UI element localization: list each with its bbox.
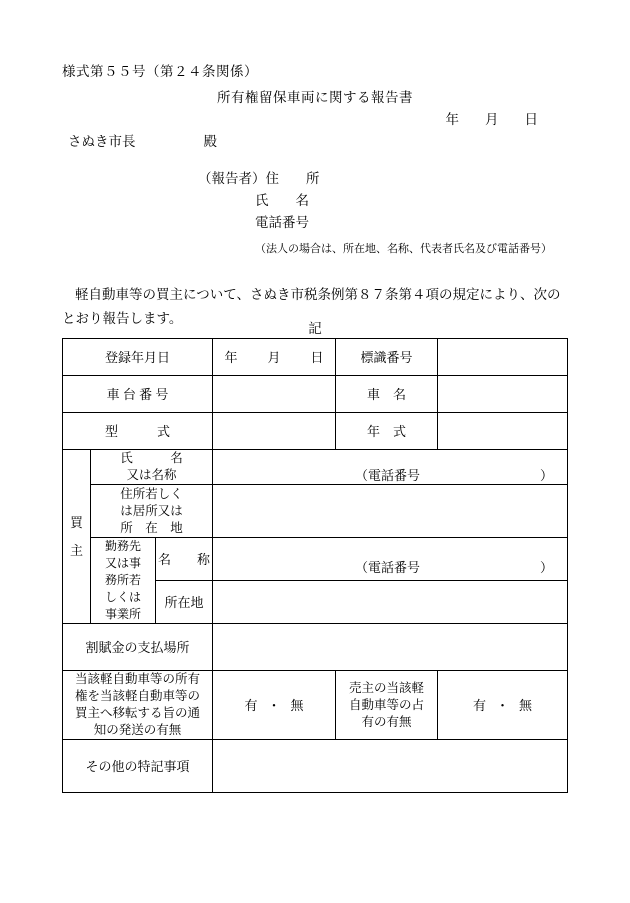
buyer-name-phone-label: （電話番号: [355, 468, 421, 483]
buyer-name-label: [91, 450, 213, 485]
model-year-label: 年 式: [336, 413, 438, 450]
other-notes-value[interactable]: [213, 740, 568, 793]
buyer-workplace-phone-close: ）: [540, 560, 554, 575]
date-year-label: 年: [445, 112, 459, 127]
buyer-workplace-phone-label: （電話番号: [355, 560, 421, 575]
transfer-notice-choice[interactable]: [213, 671, 336, 740]
installment-label: 割賦金の支払場所: [63, 624, 213, 671]
date-day-label: 日: [524, 112, 538, 127]
buyer-side-label-char2: 主: [69, 542, 83, 558]
buyer-name-value[interactable]: [213, 450, 568, 485]
table-row: [63, 671, 568, 740]
buyer-workplace-label-line4: しくは: [104, 590, 141, 604]
reporter-phone-row: [198, 212, 320, 234]
transfer-notice-label-line4: 知の発送の有無: [93, 723, 182, 737]
car-name-value[interactable]: [438, 376, 568, 413]
report-table: [62, 338, 568, 793]
reporter-phone-label: 電話番号: [255, 215, 309, 230]
document-title: 所有権留保車両に関する報告書: [217, 90, 413, 105]
buyer-workplace-name-label: 名 称: [156, 538, 213, 581]
buyer-workplace-label-line5: 事業所: [104, 607, 141, 621]
table-row: [63, 339, 568, 376]
reporter-address-row: [198, 168, 320, 190]
other-notes-label: その他の特記事項: [63, 740, 213, 793]
table-row: [63, 450, 568, 485]
transfer-notice-label: [63, 671, 213, 740]
buyer-name-phone-close: ）: [540, 468, 554, 483]
reporter-name-row: [198, 190, 320, 212]
body-paragraph: 軽自動車等の買主について、さぬき市税条例第８７条第４項の規定により、次のとおり報告します。: [62, 287, 561, 326]
model-value[interactable]: [213, 413, 336, 450]
addressee-line: [68, 130, 217, 150]
seller-possession-label-line1: 売主の当該軽: [349, 680, 425, 695]
seller-possession-label-line2: 自動車等の占: [349, 697, 425, 712]
date-month-label: 月: [485, 112, 499, 127]
buyer-workplace-label-line1: 勤務先: [104, 539, 141, 553]
buyer-name-label-line2: 又は名称: [126, 468, 177, 482]
seller-possession-label-line3: 有の有無: [361, 714, 412, 729]
registration-date-label: 登録年月日: [63, 339, 213, 376]
reg-month-label: 月: [267, 349, 281, 365]
possession-choice-yes[interactable]: 有: [473, 697, 487, 713]
date-line: [446, 108, 539, 128]
model-year-value[interactable]: [438, 413, 568, 450]
table-row: [63, 538, 568, 581]
table-row: [63, 376, 568, 413]
reporter-block: [198, 168, 320, 234]
buyer-address-label-line3: 所 在 地: [120, 520, 183, 535]
reg-day-label: 日: [310, 349, 324, 365]
registration-date-value: [213, 339, 336, 376]
reporter-note: （法人の場合は、所在地、名称、代表者氏名及び電話番号）: [255, 243, 552, 255]
model-label: 型 式: [63, 413, 213, 450]
table-row: [63, 624, 568, 671]
plate-number-label: 標識番号: [336, 339, 438, 376]
buyer-address-label-line2: は居所又は: [120, 503, 183, 518]
car-name-label: 車 名: [336, 376, 438, 413]
buyer-workplace-label-line3: 務所若: [104, 573, 141, 587]
transfer-notice-label-line1: 当該軽自動車等の所有: [75, 672, 201, 686]
buyer-workplace-name-value[interactable]: [213, 538, 568, 581]
buyer-address-value[interactable]: [213, 485, 568, 538]
buyer-side-label: [63, 450, 91, 624]
buyer-side-label-char1: 買: [69, 514, 83, 530]
addressee-name: さぬき市長: [68, 134, 136, 149]
seller-possession-label: [336, 671, 438, 740]
table-row: [63, 740, 568, 793]
chassis-number-label: 車 台 番 号: [63, 376, 213, 413]
reg-year-label: 年: [224, 349, 238, 365]
reporter-name-label: 氏 名: [255, 193, 309, 208]
reporter-prefix: （報告者）: [198, 171, 266, 186]
buyer-name-label-line1: 氏 名: [120, 451, 183, 465]
buyer-workplace-address-label: 所在地: [156, 581, 213, 624]
transfer-notice-label-line3: 買主へ移転する旨の通: [75, 706, 201, 720]
plate-number-value[interactable]: [438, 339, 568, 376]
transfer-notice-label-line2: 権を当該軽自動車等の: [75, 689, 201, 703]
possession-choice-no[interactable]: 無: [519, 697, 533, 713]
reporter-address-label: 住 所: [265, 171, 320, 186]
buyer-address-label-line1: 住所若しく: [120, 486, 183, 501]
installment-value[interactable]: [213, 624, 568, 671]
transfer-choice-separator: ・: [267, 697, 281, 713]
buyer-address-label: [91, 485, 213, 538]
transfer-choice-yes[interactable]: 有: [244, 697, 258, 713]
table-row: [63, 413, 568, 450]
ki-marker: 記: [308, 321, 322, 336]
addressee-honorific: 殿: [203, 134, 217, 149]
buyer-workplace-label-line2: 又は事: [104, 556, 141, 570]
possession-choice-separator: ・: [496, 697, 510, 713]
transfer-choice-no[interactable]: 無: [290, 697, 304, 713]
form-number: 様式第５５号（第２４条関係）: [62, 64, 258, 79]
buyer-workplace-label: [91, 538, 156, 624]
table-row: [63, 485, 568, 538]
seller-possession-choice[interactable]: [438, 671, 568, 740]
buyer-workplace-address-value[interactable]: [213, 581, 568, 624]
chassis-number-value[interactable]: [213, 376, 336, 413]
